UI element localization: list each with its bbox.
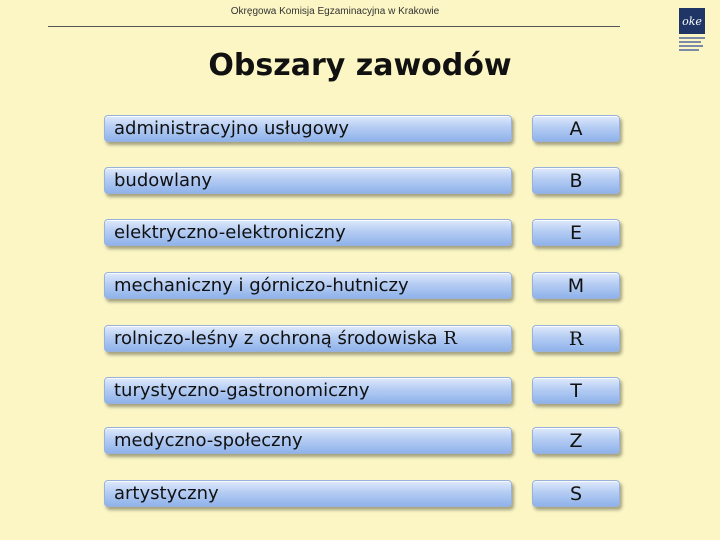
area-name: artystyczny <box>104 480 512 507</box>
area-code: M <box>532 272 620 299</box>
area-name: administracyjno usługowy <box>104 115 512 142</box>
area-name-text: rolniczo-leśny z ochroną środowiska <box>114 328 438 349</box>
page-title: Obszary zawodów <box>208 48 512 83</box>
area-name-suffix: R <box>443 328 457 349</box>
area-row-a <box>104 115 624 144</box>
area-row-z <box>104 427 624 456</box>
area-row-b <box>104 167 624 196</box>
area-name <box>104 325 512 352</box>
area-code: S <box>532 480 620 507</box>
area-code: A <box>532 115 620 142</box>
area-code: E <box>532 219 620 246</box>
area-code: T <box>532 377 620 404</box>
area-row-m <box>104 272 624 301</box>
area-name: budowlany <box>104 167 512 194</box>
area-row-t <box>104 377 624 406</box>
area-name: medyczno-społeczny <box>104 427 512 454</box>
area-row-e <box>104 219 624 248</box>
area-code: Z <box>532 427 620 454</box>
area-name: turystyczno-gastronomiczny <box>104 377 512 404</box>
area-code: B <box>532 167 620 194</box>
logo-mark-icon: oke <box>679 8 705 34</box>
header-organization: Okręgowa Komisja Egzaminacyjna w Krakowie <box>230 6 440 17</box>
area-row-r <box>104 325 624 354</box>
area-row-s <box>104 480 624 509</box>
area-name: elektryczno-elektroniczny <box>104 219 512 246</box>
area-name: mechaniczny i górniczo-hutniczy <box>104 272 512 299</box>
area-code: R <box>532 325 620 352</box>
header-divider <box>48 26 620 27</box>
